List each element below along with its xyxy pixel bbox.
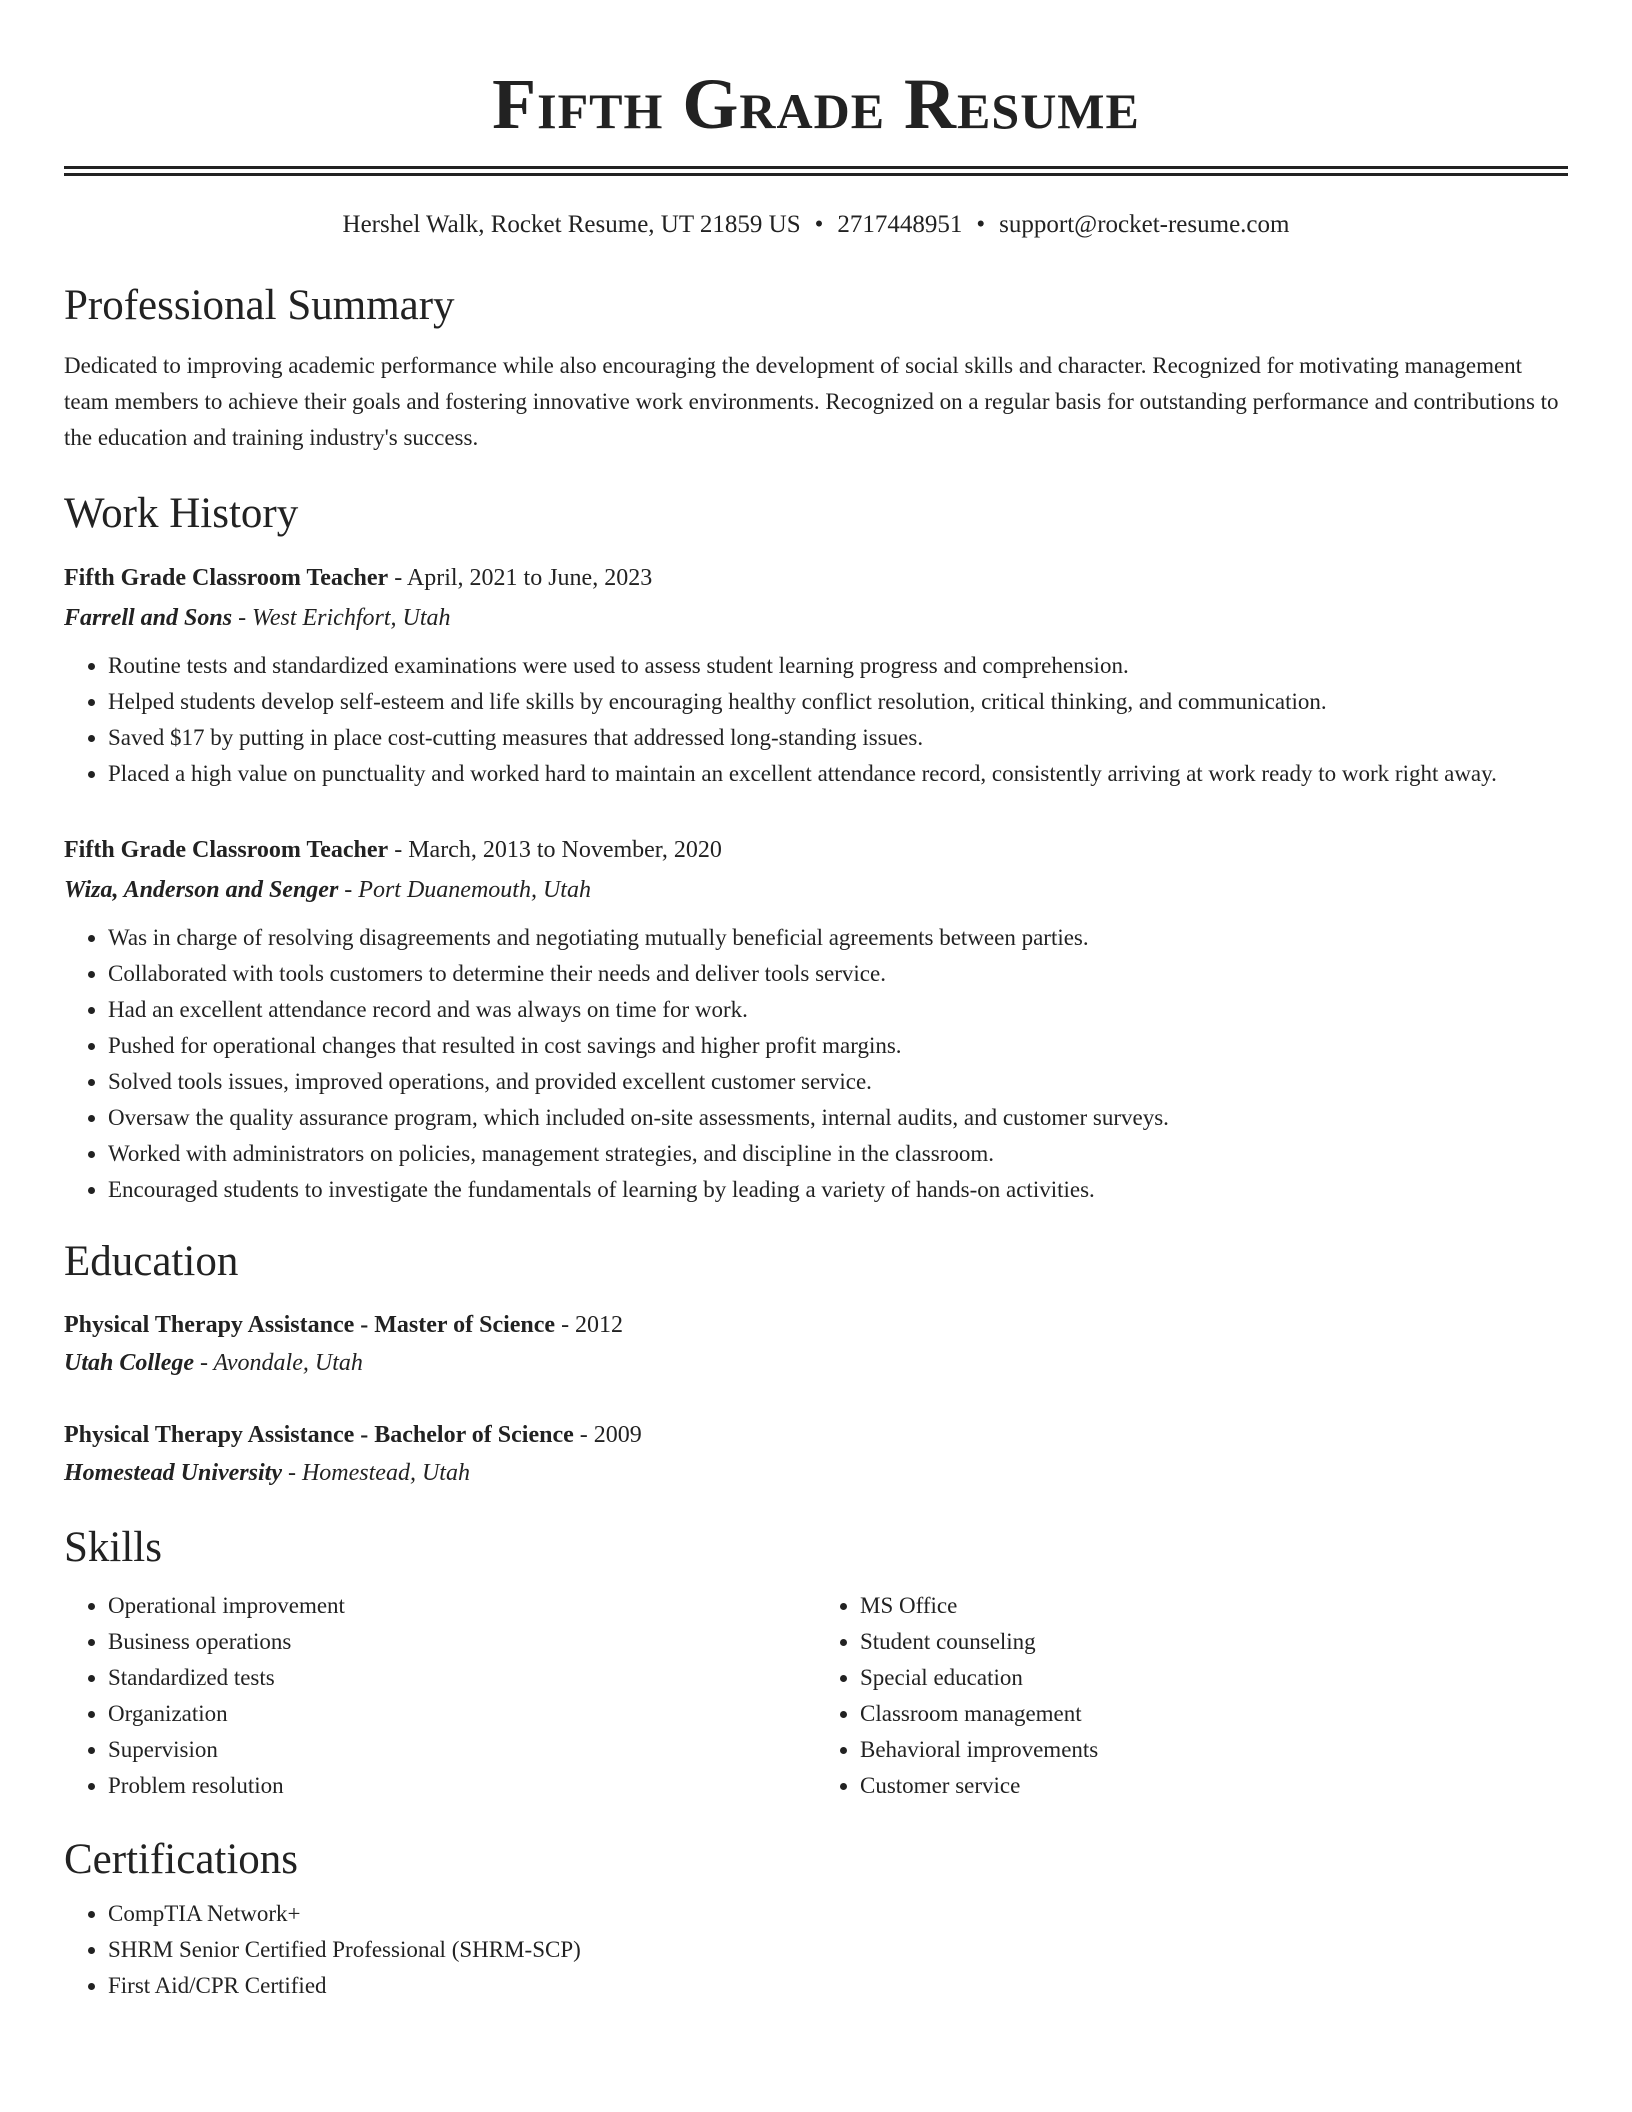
job-company-line: [64, 598, 1568, 638]
title-divider: [64, 166, 1568, 176]
skill-item: • Classroom management: [860, 1696, 1568, 1732]
job-bullet: • Had an excellent attendance record and was always on time for work.: [108, 992, 1568, 1028]
skills-column-left: [64, 1588, 816, 1804]
job-title: Fifth Grade Classroom Teacher: [64, 837, 389, 863]
skill-item: • Student counseling: [860, 1624, 1568, 1660]
job-bullet: • Was in charge of resolving disagreements and negotiating mutually beneficial agreements between parties.: [108, 920, 1568, 956]
education-school: Homestead University: [64, 1460, 282, 1486]
job-bullet: • Worked with administrators on policies, management strategies, and discipline in the classroom.: [108, 1136, 1568, 1172]
job-title-line: [64, 830, 1568, 870]
education-degree-line: [64, 1416, 1568, 1454]
job-dates: - March, 2013 to November, 2020: [388, 837, 722, 863]
education-year: - 2009: [573, 1422, 642, 1448]
job-bullets: [64, 648, 1568, 792]
education-degree: Physical Therapy Assistance - Master of Science: [64, 1312, 556, 1338]
job-title: Fifth Grade Classroom Teacher: [64, 565, 389, 591]
skill-item: • Business operations: [108, 1624, 816, 1660]
contact-email: support@rocket-resume.com: [999, 211, 1290, 238]
job-bullet: • Placed a high value on punctuality and worked hard to maintain an excellent attendance record, consistently arriving at work ready to work right away.: [108, 756, 1568, 792]
job-bullet: • Oversaw the quality assurance program, which included on-site assessments, internal audits, and customer surveys.: [108, 1100, 1568, 1136]
job-bullet: • Solved tools issues, improved operations, and provided excellent customer service.: [108, 1064, 1568, 1100]
job-bullet: • Helped students develop self-esteem and life skills by encouraging healthy conflict resolution, critical thinking, and communication.: [108, 684, 1568, 720]
education-heading: Education: [64, 1238, 239, 1285]
contact-separator: •: [814, 211, 824, 238]
certification-item: • CompTIA Network+: [108, 1896, 1568, 1932]
job-company-line: [64, 870, 1568, 910]
education-entry: [64, 1306, 1568, 1382]
certification-item: • First Aid/CPR Certified: [108, 1968, 1568, 2004]
contact-address: Hershel Walk, Rocket Resume, UT 21859 US: [342, 211, 801, 238]
certification-item: • SHRM Senior Certified Professional (SHRM-SCP): [108, 1932, 1568, 1968]
skill-item: • MS Office: [860, 1588, 1568, 1624]
education-year: - 2012: [555, 1312, 624, 1338]
skills-column-right: [816, 1588, 1568, 1804]
skill-item: • Organization: [108, 1696, 816, 1732]
skill-item: • Supervision: [108, 1732, 816, 1768]
skill-item: • Operational improvement: [108, 1588, 816, 1624]
contact-line: [64, 210, 1568, 240]
job-location: - West Erichfort, Utah: [232, 605, 451, 631]
job-dates: - April, 2021 to June, 2023: [388, 565, 653, 591]
education-location: - Avondale, Utah: [194, 1350, 363, 1376]
education-school-line: [64, 1344, 1568, 1382]
education-school-line: [64, 1454, 1568, 1492]
skill-item: • Behavioral improvements: [860, 1732, 1568, 1768]
summary-text: Dedicated to improving academic performance while also encouraging the development of social skills and character. Recognized for motivating management team members to achieve their goals and fostering innovative work environments. Recognized on a regular basis for outstanding performance and contributions to the education and training industry's success.: [64, 353, 1559, 450]
job-location: - Port Duanemouth, Utah: [338, 877, 591, 903]
education-school: Utah College: [64, 1350, 194, 1376]
skills-heading: Skills: [64, 1524, 162, 1571]
job-bullet: • Saved $17 by putting in place cost-cutting measures that addressed long-standing issues.: [108, 720, 1568, 756]
job-company: Wiza, Anderson and Senger: [64, 877, 339, 903]
job-title-line: [64, 558, 1568, 598]
resume-title: Fifth Grade Resume: [492, 64, 1140, 144]
education-degree-line: [64, 1306, 1568, 1344]
skill-item: • Customer service: [860, 1768, 1568, 1804]
contact-phone: 2717448951: [837, 211, 963, 238]
certifications-list: [64, 1896, 1568, 2004]
education-location: - Homestead, Utah: [281, 1460, 470, 1486]
job-bullets: [64, 920, 1568, 1208]
job-bullet: • Routine tests and standardized examinations were used to assess student learning progress and comprehension.: [108, 648, 1568, 684]
job-bullet: • Collaborated with tools customers to determine their needs and deliver tools service.: [108, 956, 1568, 992]
job-bullet: • Encouraged students to investigate the fundamentals of learning by leading a variety of hands-on activities.: [108, 1172, 1568, 1208]
job-company: Farrell and Sons: [64, 605, 233, 631]
skills-list-left: [64, 1588, 816, 1804]
job-entry: [64, 830, 1568, 1208]
skill-item: • Special education: [860, 1660, 1568, 1696]
education-degree: Physical Therapy Assistance - Bachelor of Science: [64, 1422, 574, 1448]
contact-separator: •: [976, 211, 986, 238]
education-entry: [64, 1416, 1568, 1492]
skills-columns: [64, 1588, 1568, 1804]
job-bullet: • Pushed for operational changes that resulted in cost savings and higher profit margins.: [108, 1028, 1568, 1064]
skill-item: • Problem resolution: [108, 1768, 816, 1804]
skill-item: • Standardized tests: [108, 1660, 816, 1696]
skills-list-right: [816, 1588, 1568, 1804]
job-entry: [64, 558, 1568, 792]
summary-heading: Professional Summary: [64, 282, 455, 329]
certifications-heading: Certifications: [64, 1836, 299, 1883]
work-history-heading: Work History: [64, 490, 299, 537]
